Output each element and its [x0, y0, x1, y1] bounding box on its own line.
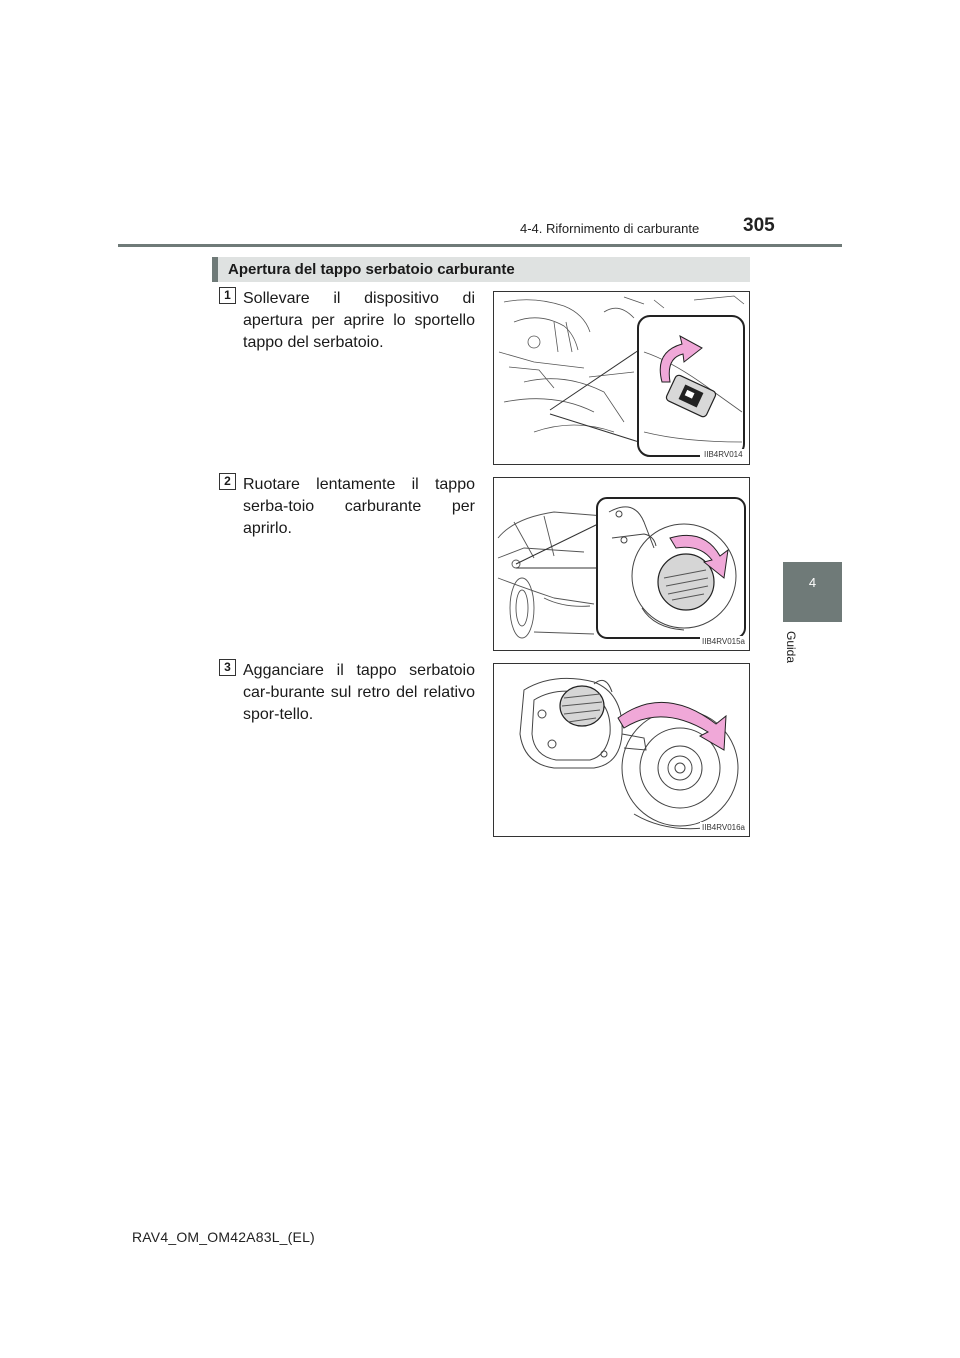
step-illustration-fuel-cap-hook [493, 663, 750, 837]
chapter-label [780, 631, 820, 671]
figure-code: IIB4RV016a [702, 823, 745, 832]
step-number-badge: 2 [219, 473, 236, 490]
step-instruction: Sollevare il dispositivo di apertura per aprire lo sportello tappo del serbatoio. [243, 290, 475, 351]
header-rule [118, 244, 842, 247]
header-section-title: 4-4. Rifornimento di carburante [520, 221, 700, 236]
step-illustration-fuel-cap-rotate [493, 477, 750, 651]
chapter-label-text: Guida [784, 631, 798, 664]
chapter-tab [783, 562, 842, 622]
figure-code: IIB4RV015a [702, 637, 745, 646]
page-number: 305 [743, 215, 775, 236]
step-number-badge: 3 [219, 659, 236, 676]
step-instruction: Agganciare il tappo serbatoio car-burante sul retro del relativo spor-tello. [243, 662, 475, 723]
chapter-number: 4 [808, 575, 817, 590]
fuel-cap-hook-drawing [494, 664, 749, 836]
step-instruction: Ruotare lentamente il tappo serba-toio carburante per aprirlo. [243, 476, 475, 537]
document-footer: RAV4_OM_OM42A83L_(EL) [132, 1229, 315, 1245]
step-illustration-fuel-door-lever [493, 291, 750, 465]
fuel-door-lever-drawing [494, 292, 749, 464]
fuel-cap-rotate-drawing [494, 478, 749, 650]
figure-code: IIB4RV014 [704, 450, 743, 459]
section-title: Apertura del tappo serbatoio carburante [212, 257, 750, 282]
step-number-badge: 1 [219, 287, 236, 304]
